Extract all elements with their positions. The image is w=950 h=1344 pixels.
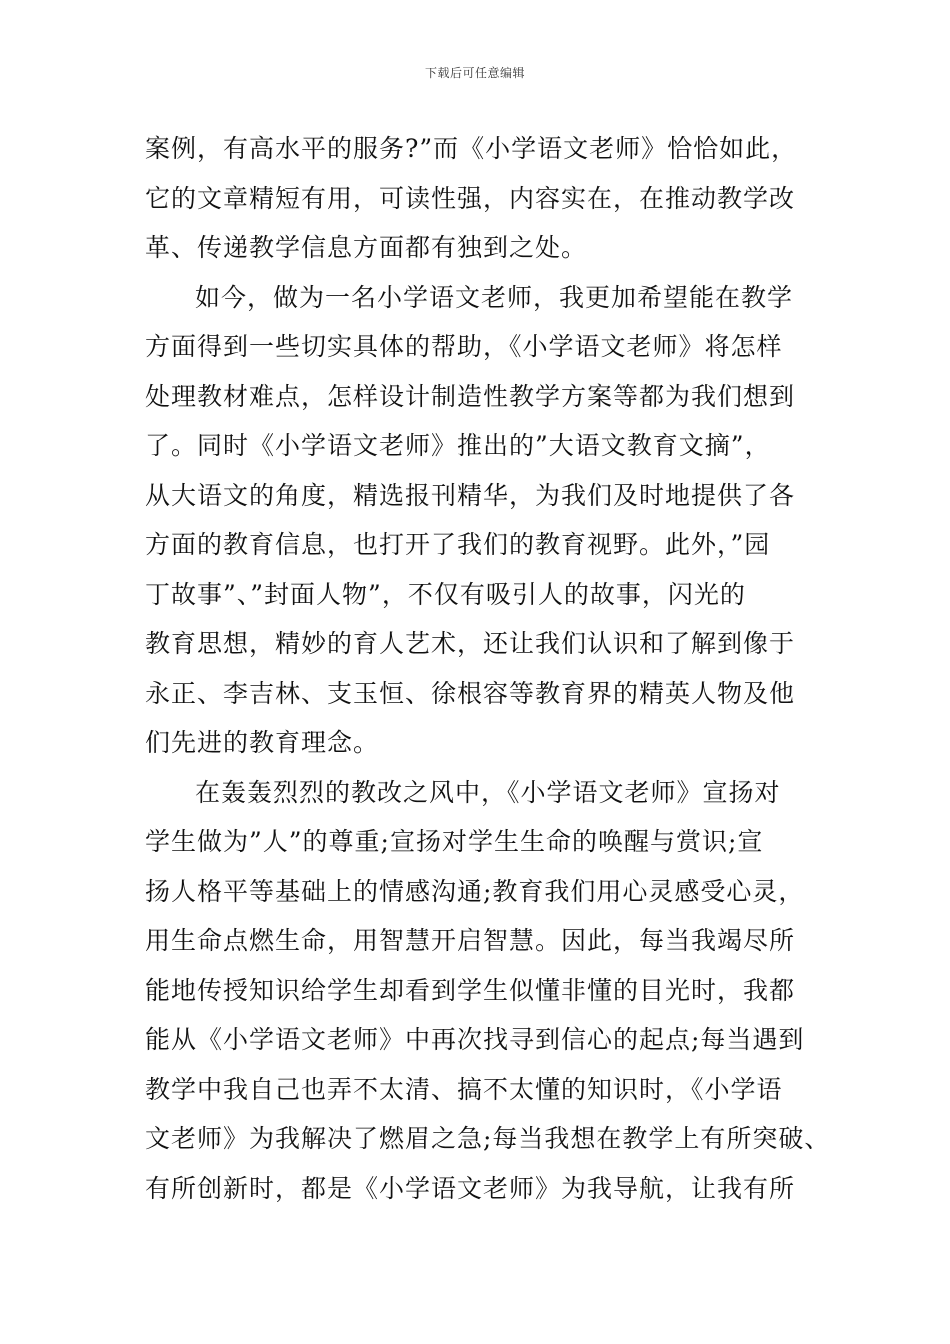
text-line: 扬人格平等基础上的情感沟通;教育我们用心灵感受心灵， xyxy=(145,876,805,906)
text-line: 方面得到一些切实具体的帮助，《小学语文老师》将怎样 xyxy=(145,332,783,361)
text-line: 案例，有高水平的服务?”而《小学语文老师》恰恰如此， xyxy=(145,134,798,163)
text-line: 文老师》为我解决了燃眉之急;每当我想在教学上有所突破、 xyxy=(145,1124,831,1153)
text-line: 能从《小学语文老师》中再次找寻到信心的起点;每当遇到 xyxy=(145,1025,805,1054)
text-line: 能地传授知识给学生却看到学生似懂非懂的目光时，我都 xyxy=(145,975,796,1005)
text-line: 从大语文的角度，精选报刊精华，为我们及时地提供了各 xyxy=(145,480,796,510)
text-line: 永正、李吉林、支玉恒、徐根容等教育界的精英人物及他 xyxy=(145,678,796,708)
paragraph-first-line: 在轰轰烈烈的教改之风中，《小学语文老师》宣扬对 xyxy=(195,777,781,807)
text-line: 它的文章精短有用，可读性强，内容实在，在推动教学改 xyxy=(145,183,796,213)
text-line: 学生做为”人”的尊重;宣扬对学生生命的唤醒与赏识;宣 xyxy=(145,827,764,856)
text-line: 了。同时《小学语文老师》推出的”大语文教育文摘”， xyxy=(145,431,771,460)
text-line: 革、传递教学信息方面都有独到之处。 xyxy=(145,233,588,262)
text-line: 方面的教育信息，也打开了我们的教育视野。此外，”园 xyxy=(145,530,771,559)
page-header: 下载后可任意编辑 xyxy=(424,66,525,80)
text-line: 们先进的教育理念。 xyxy=(145,728,380,757)
text-line: 教学中我自己也弄不太清、搞不太懂的知识时，《小学语 xyxy=(145,1074,783,1104)
text-line: 丁故事”、”封面人物”，不仅有吸引人的故事，闪光的 xyxy=(145,579,746,609)
text-line: 用生命点燃生命，用智慧开启智慧。因此，每当我竭尽所 xyxy=(145,926,796,955)
text-line: 有所创新时，都是《小学语文老师》为我导航，让我有所 xyxy=(145,1173,796,1203)
paragraph-first-line: 如今，做为一名小学语文老师，我更加希望能在教学 xyxy=(195,282,794,312)
text-line: 处理教材难点，怎样设计制造性教学方案等都为我们想到 xyxy=(145,381,796,411)
text-line: 教育思想，精妙的育人艺术，还让我们认识和了解到像于 xyxy=(145,629,796,658)
body-text xyxy=(145,124,831,1213)
